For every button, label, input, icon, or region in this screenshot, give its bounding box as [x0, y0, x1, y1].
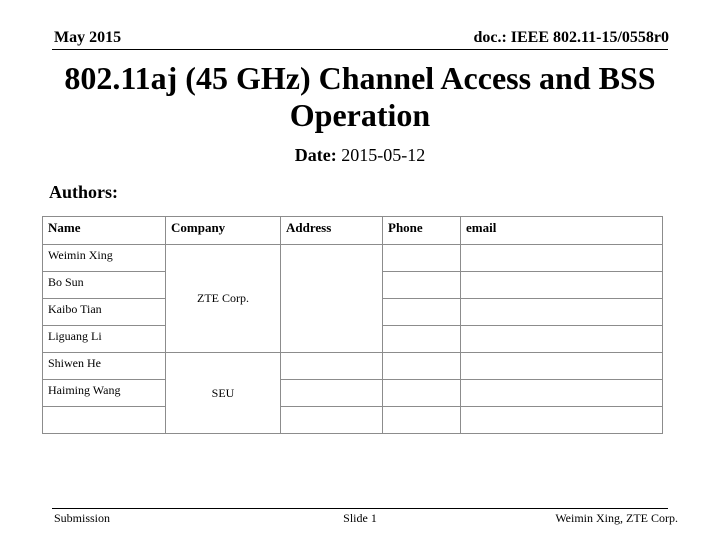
header-doc-id: doc.: IEEE 802.11-15/0558r0 — [473, 29, 669, 46]
footer-divider — [52, 508, 668, 509]
author-address — [281, 353, 383, 380]
column-header-name: Name — [43, 217, 166, 245]
date-label: Date: — [294, 145, 337, 165]
table-row — [43, 407, 663, 434]
author-name — [43, 407, 166, 434]
table-row — [43, 245, 663, 272]
footer-slide-number: Slide 1 — [343, 511, 377, 525]
header-date: May 2015 — [54, 29, 122, 46]
author-phone — [383, 299, 461, 326]
table-header-row — [43, 217, 663, 245]
authors-table — [42, 216, 663, 434]
author-address — [281, 380, 383, 407]
table-row — [43, 380, 663, 407]
date-line — [0, 145, 720, 166]
column-header-phone: Phone — [383, 217, 461, 245]
author-address — [281, 245, 383, 353]
date-value: 2015-05-12 — [341, 145, 426, 165]
author-name: Bo Sun — [43, 272, 166, 299]
author-email — [461, 380, 663, 407]
header-divider — [52, 49, 668, 50]
author-name: Weimin Xing — [43, 245, 166, 272]
author-name: Haiming Wang — [43, 380, 166, 407]
author-phone — [383, 407, 461, 434]
author-email — [461, 299, 663, 326]
author-name: Kaibo Tian — [43, 299, 166, 326]
author-phone — [383, 272, 461, 299]
authors-label: Authors: — [49, 182, 119, 202]
author-phone — [383, 245, 461, 272]
author-name: Liguang Li — [43, 326, 166, 353]
footer-submission: Submission — [54, 511, 111, 525]
author-phone — [383, 353, 461, 380]
author-name: Shiwen He — [43, 353, 166, 380]
column-header-address: Address — [281, 217, 383, 245]
author-email — [461, 245, 663, 272]
author-email — [461, 326, 663, 353]
table-row — [43, 353, 663, 380]
column-header-email: email — [461, 217, 663, 245]
author-address — [281, 407, 383, 434]
author-email — [461, 353, 663, 380]
author-email — [461, 272, 663, 299]
author-phone — [383, 326, 461, 353]
slide-title: 802.11aj (45 GHz) Channel Access and BSS Operation — [64, 60, 656, 133]
author-company: ZTE Corp. — [166, 245, 281, 353]
author-company: SEU — [166, 353, 281, 434]
footer-author: Weimin Xing, ZTE Corp. — [555, 511, 678, 525]
author-phone — [383, 380, 461, 407]
author-email — [461, 407, 663, 434]
column-header-company: Company — [166, 217, 281, 245]
